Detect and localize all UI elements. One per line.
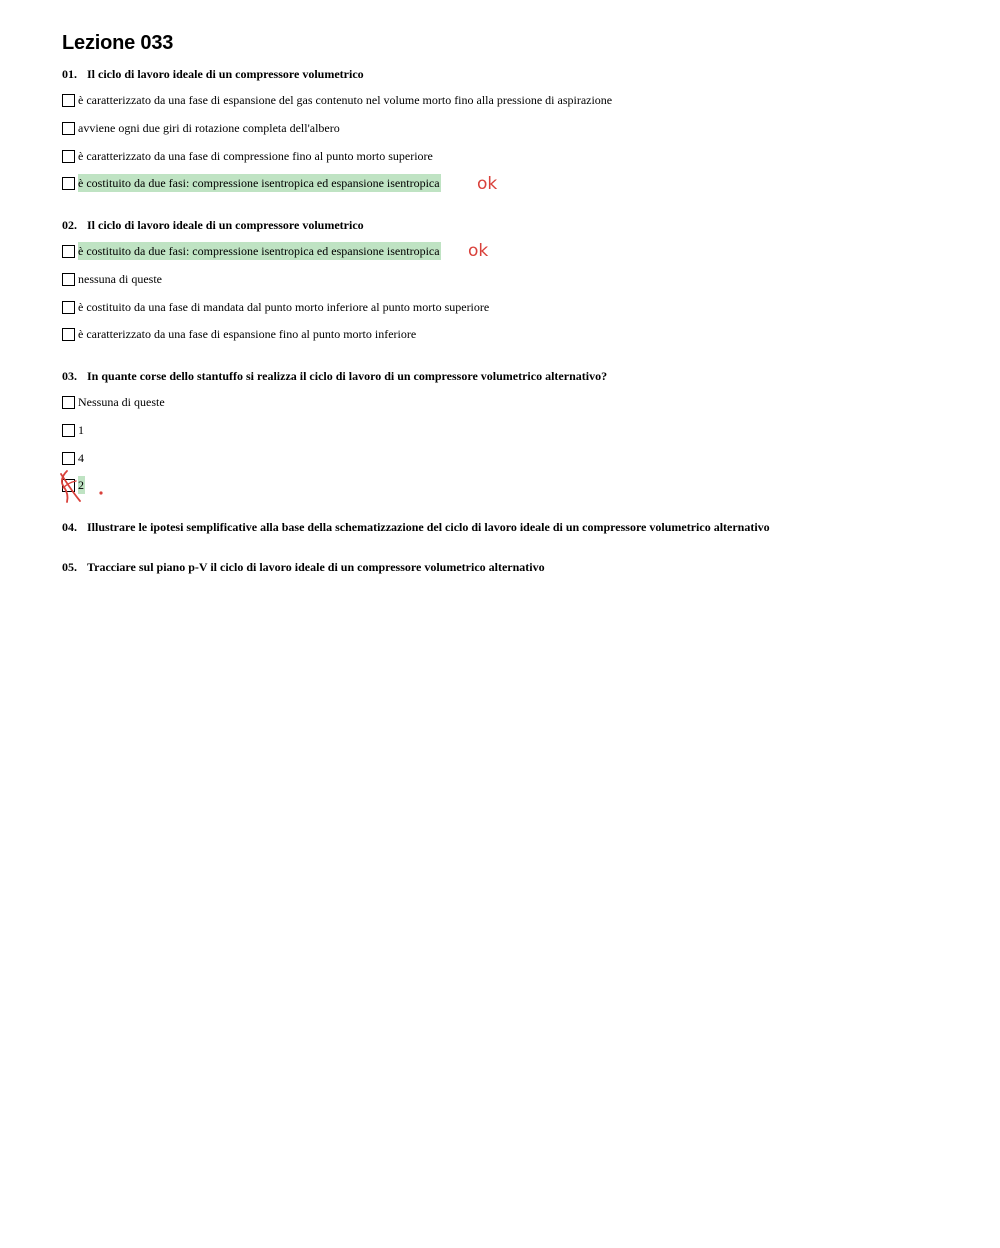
question-text: Tracciare sul piano p-V il ciclo di lavoro ideale di un compressore volumetrico alternativo [87, 560, 545, 574]
checkbox[interactable] [62, 479, 75, 492]
checkbox[interactable] [62, 94, 75, 107]
handwritten-dot-icon [98, 490, 104, 496]
checkbox[interactable] [62, 177, 75, 190]
option-text: 1 [78, 423, 84, 437]
question-number: 01. [62, 67, 77, 81]
option-text: avviene ogni due giri di rotazione completa dell'albero [78, 121, 340, 135]
checkbox[interactable] [62, 122, 75, 135]
question-number: 02. [62, 218, 77, 232]
option-text-highlighted: è costituito da due fasi: compressione isentropica ed espansione isentropica [78, 176, 440, 190]
question-text: Illustrare le ipotesi semplificative alla base della schematizzazione del ciclo di lavoro ideale di un compressore volumetrico alternativo [87, 520, 770, 534]
annotation-ok: ok [477, 174, 498, 194]
option-text-highlighted: 2 [78, 478, 84, 492]
q02-option-2 [62, 270, 163, 288]
q02-option-3 [62, 298, 490, 316]
question-number: 04. [62, 520, 77, 534]
q02-option-1 [62, 242, 441, 260]
option-text: è caratterizzato da una fase di compressione fino al punto morto superiore [78, 149, 433, 163]
option-text: è caratterizzato da una fase di espansione fino al punto morto inferiore [78, 327, 417, 341]
option-text: 4 [78, 451, 84, 465]
question-04 [62, 519, 770, 535]
checkbox[interactable] [62, 396, 75, 409]
q03-option-2 [62, 421, 85, 439]
q01-option-3 [62, 147, 434, 165]
option-text-highlighted: è costituito da due fasi: compressione isentropica ed espansione isentropica [78, 244, 440, 258]
q01-option-4 [62, 174, 441, 192]
question-text: Il ciclo di lavoro ideale di un compressore volumetrico [87, 67, 364, 81]
option-text: Nessuna di queste [78, 395, 165, 409]
checkbox[interactable] [62, 424, 75, 437]
q03-option-4 [62, 476, 85, 494]
checkbox[interactable] [62, 301, 75, 314]
question-05 [62, 559, 545, 575]
question-number: 03. [62, 369, 77, 383]
q01-option-1 [62, 91, 613, 109]
option-text: è costituito da una fase di mandata dal punto morto inferiore al punto morto superiore [78, 300, 490, 314]
question-text: In quante corse dello stantuffo si realizza il ciclo di lavoro di un compressore volumetrico alternativo? [87, 369, 608, 383]
q03-option-1 [62, 393, 166, 411]
question-02 [62, 217, 364, 233]
question-01 [62, 66, 364, 82]
question-number: 05. [62, 560, 77, 574]
checkbox[interactable] [62, 150, 75, 163]
option-text: nessuna di queste [78, 272, 162, 286]
question-03 [62, 368, 607, 384]
option-text: è caratterizzato da una fase di espansione del gas contenuto nel volume morto fino alla pressione di aspirazione [78, 93, 613, 107]
annotation-ok: ok [468, 241, 489, 261]
q01-option-2 [62, 119, 341, 137]
checkbox[interactable] [62, 452, 75, 465]
checkbox[interactable] [62, 273, 75, 286]
page-title: Lezione 033 [62, 32, 174, 54]
question-text: Il ciclo di lavoro ideale di un compressore volumetrico [87, 218, 364, 232]
checkbox[interactable] [62, 245, 75, 258]
q03-option-3 [62, 449, 85, 467]
checkbox[interactable] [62, 328, 75, 341]
q02-option-4 [62, 325, 417, 343]
